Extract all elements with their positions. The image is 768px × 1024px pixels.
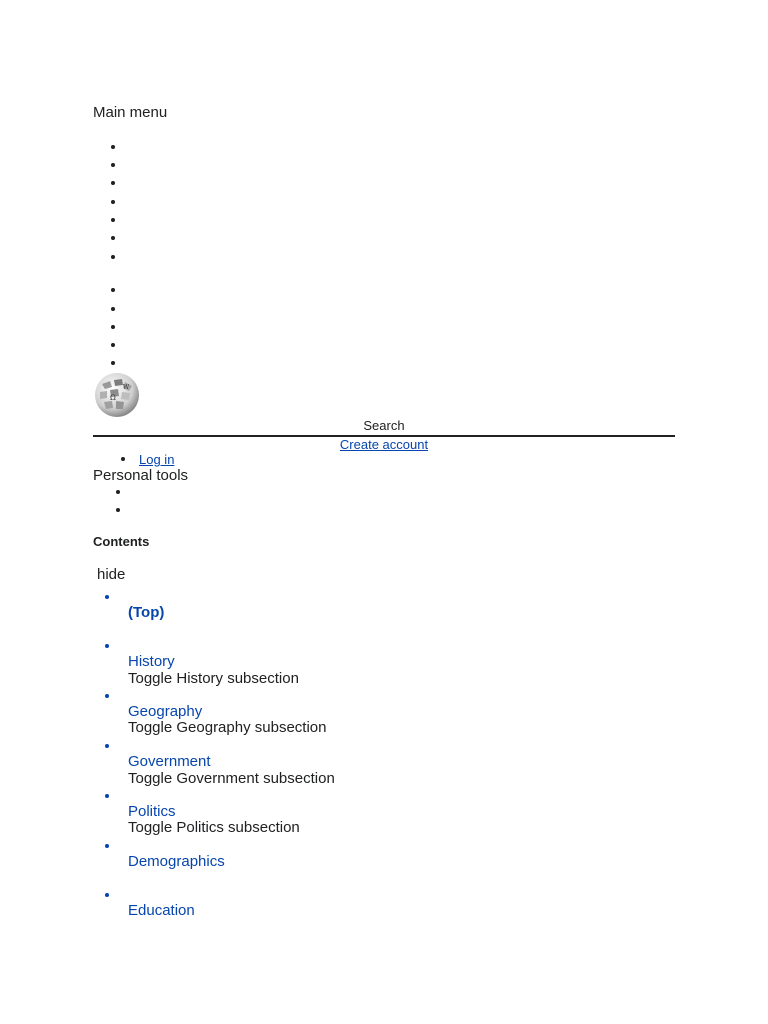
personal-tools-title[interactable]: Personal tools: [93, 467, 189, 484]
main-menu-item[interactable]: [111, 343, 115, 347]
main-menu-item[interactable]: [111, 325, 115, 329]
svg-text:Ω: Ω: [110, 394, 116, 402]
main-menu-item[interactable]: [111, 288, 115, 292]
main-menu-item[interactable]: [111, 307, 115, 311]
personal-tools-item[interactable]: [116, 490, 120, 494]
svg-text:W: W: [123, 384, 130, 391]
toc-toggle-politics[interactable]: Toggle Politics subsection: [128, 819, 300, 836]
main-menu-title: Main menu: [93, 104, 168, 121]
search-button[interactable]: Search: [363, 418, 405, 433]
log-in-link[interactable]: Log in: [139, 452, 175, 467]
main-menu-item[interactable]: [111, 218, 115, 222]
main-menu-item[interactable]: [111, 361, 115, 365]
toc-bullet: [105, 844, 109, 848]
toc-link-demographics[interactable]: Demographics: [128, 853, 225, 870]
personal-tools-item[interactable]: [116, 508, 120, 512]
toc-link-top[interactable]: (Top): [128, 604, 165, 621]
toc-toggle-geography[interactable]: Toggle Geography subsection: [128, 719, 327, 736]
toc-bullet: [105, 694, 109, 698]
main-menu-item[interactable]: [111, 145, 115, 149]
create-account-link[interactable]: Create account: [339, 437, 429, 452]
toc-link-history[interactable]: History: [128, 653, 175, 670]
toc-bullet: [105, 794, 109, 798]
toc-toggle-government[interactable]: Toggle Government subsection: [128, 770, 335, 787]
toc-title: Contents: [93, 534, 150, 549]
toc-toggle-history[interactable]: Toggle History subsection: [128, 670, 299, 687]
login-bullet: [121, 457, 125, 461]
toc-bullet: [105, 595, 109, 599]
toc-bullet: [105, 744, 109, 748]
toc-hide-button[interactable]: hide: [97, 566, 126, 583]
wikipedia-globe-icon[interactable]: [92, 372, 142, 418]
main-menu-item[interactable]: [111, 200, 115, 204]
main-menu-item[interactable]: [111, 181, 115, 185]
toc-link-politics[interactable]: Politics: [128, 803, 176, 820]
main-menu-item[interactable]: [111, 236, 115, 240]
toc-link-government[interactable]: Government: [128, 753, 211, 770]
login-row: [139, 452, 174, 467]
main-menu-item[interactable]: [111, 255, 115, 259]
toc-bullet: [105, 644, 109, 648]
toc-link-education[interactable]: Education: [128, 902, 195, 919]
toc-link-geography[interactable]: Geography: [128, 703, 203, 720]
toc-bullet: [105, 893, 109, 897]
main-menu-item[interactable]: [111, 163, 115, 167]
create-account-row: [0, 437, 768, 452]
